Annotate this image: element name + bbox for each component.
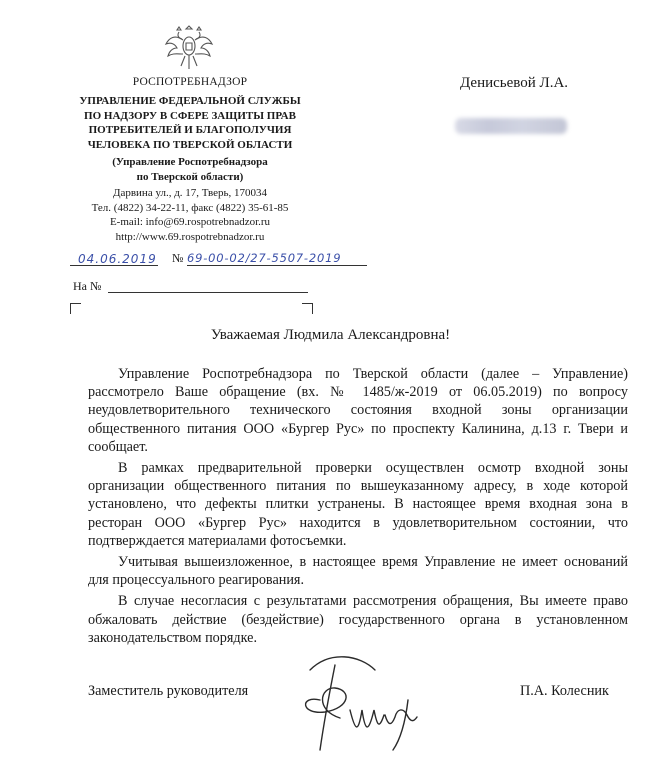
org-paren-line: по Тверской области) [136, 170, 244, 183]
org-address: Дарвина ул., д. 17, Тверь, 170034 [112, 187, 268, 199]
registration-date: 04.06.2019 [78, 252, 157, 266]
russian-coat-of-arms-icon [161, 20, 217, 76]
org-email: E-mail: info@69.rospotrebnadzor.ru [109, 216, 271, 228]
org-full-line: ПОТРЕБИТЕЛЕЙ И БЛАГОПОЛУЧИЯ [88, 124, 292, 136]
org-short-name: РОСПОТРЕБНАДЗОР [132, 76, 248, 88]
registration-date-line [70, 265, 158, 266]
handwritten-signature [290, 640, 440, 760]
signatory-name: П.А. Колесник [520, 683, 609, 699]
reference-line [108, 292, 308, 293]
greeting: Уважаемая Людмила Александровна! [210, 327, 451, 343]
org-phone: Тел. (4822) 34-22-11, факс (4822) 35-61-85 [91, 201, 289, 214]
registration-number-line [187, 265, 367, 266]
recipient-name: Денисьевой Л.А. [460, 75, 569, 91]
body-paragraph: Управление Роспотребнадзора по Тверской области (далее – Управление) рассмотрело Ваше обращение (вх. № 1485/ж-2019 от 06.05.2019) по вопросу неудовлетворительного технического состояния входной зоны организации общественного питания ООО «Бургер Рус» по проспекту Калинина, д.13 г. Твери и сообщает. [88, 366, 628, 455]
address-block-corner-right [302, 303, 313, 314]
org-full-line: ПО НАДЗОРУ В СФЕРЕ ЗАЩИТЫ ПРАВ [84, 109, 296, 122]
reference-label: На № [73, 279, 102, 293]
org-full-name [70, 94, 310, 152]
letter-body [88, 365, 628, 650]
org-full-line: ЧЕЛОВЕКА ПО ТВЕРСКОЙ ОБЛАСТИ [87, 138, 293, 151]
org-full-line: УПРАВЛЕНИЕ ФЕДЕРАЛЬНОЙ СЛУЖБЫ [79, 95, 301, 107]
org-website: http://www.69.rospotrebnadzor.ru [115, 230, 265, 243]
org-contacts [70, 186, 310, 244]
signatory-title: Заместитель руководителя [88, 683, 249, 699]
org-paren-line: (Управление Роспотребнадзора [112, 156, 268, 168]
recipient-email-redacted [455, 118, 567, 134]
registration-number: 69-00-02/27-5507-2019 [187, 251, 342, 265]
body-paragraph: В рамках предварительной проверки осуществлен осмотр входной зоны организации общественного питания по вышеуказанному адресу, в ходе которой установлено, что дефекты плитки устранены. В настоящее время входная зона в ресторан ООО «Бургер Рус» находится в удовлетворительном состоянии, что подтверждается материалами фотосъемки. [88, 460, 628, 549]
body-paragraph: Учитывая вышеизложенное, в настоящее время Управление не имеет оснований для процессуального реагирования. [88, 554, 628, 589]
org-abbreviation [70, 155, 310, 184]
address-block-corner-left [70, 303, 81, 314]
body-paragraph: В случае несогласия с результатами рассмотрения обращения, Вы имеете право обжаловать действие (бездействие) государственного органа в установленном законодательством порядке. [88, 593, 628, 646]
registration-number-label: № [172, 251, 184, 265]
